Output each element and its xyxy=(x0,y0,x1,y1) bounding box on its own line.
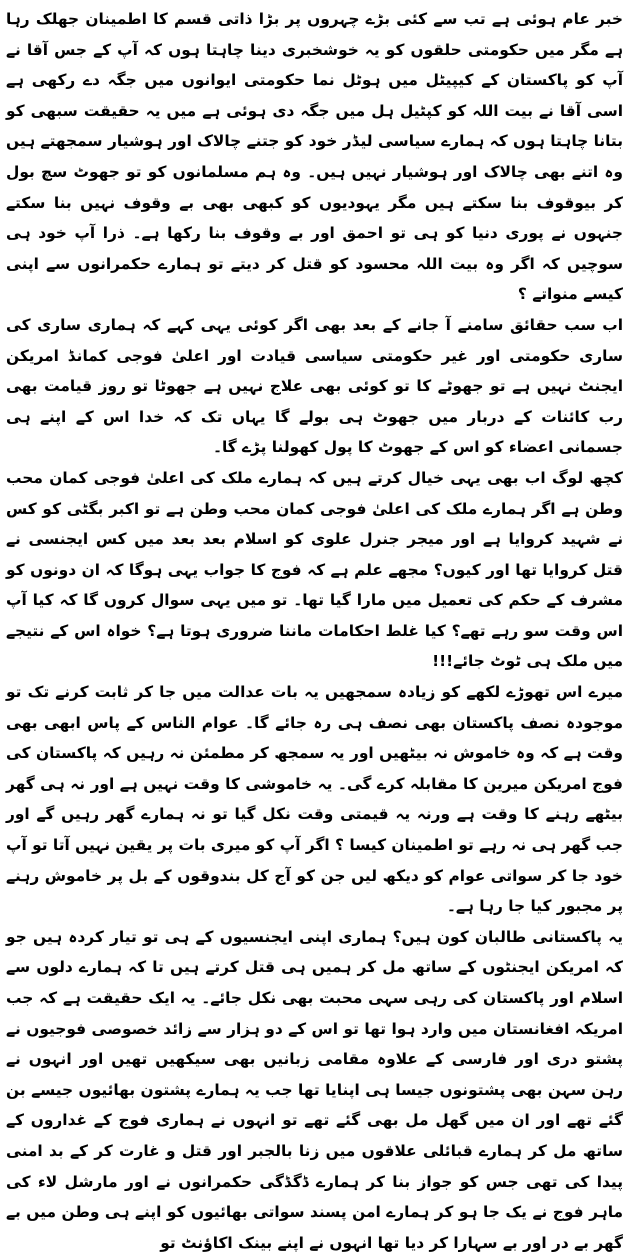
paragraph-3: کچھ لوگ اب بھی یہی خیال کرتے ہیں کہ ہمارے ملک کی اعلیٰ فوجی کمان محب وطن ہے اگر ہمارے ملک کی اعلیٰ فوجی کمان محب وطن ہے تو اکبر بگٹی کو کس نے شہید کروایا ہے اور میجر جنرل علوی کو اسلام بعد بعد میں کس ایجنسی نے قتل کروایا تھا اور کیوں؟ مجھے علم ہے کہ فوج کا جواب یہی ہوگا کہ ان دونوں کو مشرف کے حکم کی تعمیل میں مارا گیا تھا۔ تو میں یہی سوال کروں گا کہ کیا آپ اس وقت سو رہے تھے؟ کیا غلط احکامات ماننا ضروری ہوتا ہے؟ خواہ اس کے نتیجے میں ملک ہی ٹوٹ جائے!!! xyxy=(6,468,623,671)
paragraph-2: اب سب حقائق سامنے آ جانے کے بعد بھی اگر کوئی یہی کہے کہ ہماری ساری کی ساری حکومتی اور غیر حکومتی سیاسی قیادت اور اعلیٰ فوجی کمانڈ امریکن ایجنٹ نہیں ہے تو جھوٹے کا تو کوئی بھی علاج نہیں ہے جھوٹا تو روز قیامت بھی رب کائنات کے دربار میں جھوٹ ہی بولے گا یہاں تک کہ خدا اس کے اپنے ہی جسمانی اعضاء کو اس کے جھوٹ کا پول کھولنا پڑے گا۔ xyxy=(6,315,623,457)
paragraph-1: خبر عام ہوئی ہے تب سے کئی بڑے چہروں پر بڑا ذاتی قسم کا اطمینان جھلک رہا ہے مگر میں حکومتی حلقوں کو یہ خوشخبری دینا چاہتا ہوں کہ آپ کے جس آقا نے آپ کو پاکستان کے کیپیٹل میں ہوٹل نما حکومتی ایوانوں میں جگہ دے رکھی ہے اسی آقا نے بیت اللہ کو کپٹیل ہل میں جگہ دی ہوئی ہے میں یہ حقیقت سبھی کو بتانا چاہتا ہوں کہ ہمارے سیاسی لیڈر خود کو جتنے چالاک اور ہوشیار سمجھتے ہیں وہ اتنے بھی چالاک اور ہوشیار نہیں ہیں۔ وہ ہم مسلمانوں کو تو جھوٹ سچ بول کر بیوقوف بنا سکتے ہیں مگر یہودیوں کو کبھی بھی بے وقوف نہیں بنا سکتے جنہوں نے پوری دنیا کو ہی تو احمق اور بے وقوف بنا رکھا ہے۔ ذرا آپ خود ہی سوچیں کہ اگر وہ بیت اللہ محسود کو قتل کر دیتے تو ہمارے حکمرانوں سے اپنی کیسے منواتے ؟ xyxy=(6,10,623,304)
paragraph-5: یہ پاکستانی طالبان کون ہیں؟ ہماری اپنی ایجنسیوں کے ہی تو تیار کردہ ہیں جو کہ امریکن ایجنٹوں کے ساتھ مل کر ہمیں ہی قتل کرتے ہیں تا کہ ہمارے دلوں سے اسلام اور پاکستان کی رہی سہی محبت بھی نکل جائے۔ یہ ایک حقیقت ہے کہ جب امریکہ افغانستان میں وارد ہوا تھا تو اس کے دو ہزار سے زائد خصوصی فوجیوں نے پشتو دری اور فارسی کے علاوہ مقامی زبانیں بھی سیکھیں تھیں اور انہوں نے رہن سہن بھی پشتونوں جیسا ہی اپنایا تھا جب یہ ہمارے پشتون بھائیوں جیسے بن گئے تھے اور ان میں گھل مل بھی گئے تھے تو انہوں نے ہماری فوج کے غداروں کے ساتھ مل کر ہمارے قبائلی علاقوں میں زنا بالجبر اور قتل و غارت کر کے بد امنی پیدا کی تھی جس کو جواز بنا کر ہمارے ڈگڈگی حکمرانوں نے اور مارشل لاء کی ماہر فوج نے یک جا ہو کر ہمارے امن پسند سواتی بھائیوں کو اپنے ہی وطن میں بے گھر بے در اور بے سہارا کر دیا تھا انہوں نے اپنے بینک اکاؤنٹ تو xyxy=(6,927,623,1252)
paragraph-4: میرے اس تھوڑے لکھے کو زیادہ سمجھیں یہ بات عدالت میں جا کر ثابت کرنے تک تو موجودہ نصف پاکستان بھی نصف ہی رہ جائے گا۔ عوام الناس کے پاس ابھی بھی وقت ہے کہ وہ خاموش نہ بیٹھیں اور یہ سمجھ کر مطمئن نہ رہیں کہ پاکستان کی فوج امریکن میرین کا مقابلہ کرے گی۔ یہ خاموشی کا وقت نہیں ہے اور نہ ہی گھر بیٹھے رہنے کا وقت ہے ورنہ یہ قیمتی وقت نکل گیا تو نہ ہمارے گھر رہیں گے اور جب گھر ہی نہ رہے تو اطمینان کیسا ؟ اگر آپ کو میری بات پر یقین نہیں آتا تو آپ خود جا کر سواتی عوام کو دیکھ لیں جن کو آج کل بندوقوں کے بل پر خاموش رہنے پر مجبور کیا جا رہا ہے۔ xyxy=(6,683,623,916)
